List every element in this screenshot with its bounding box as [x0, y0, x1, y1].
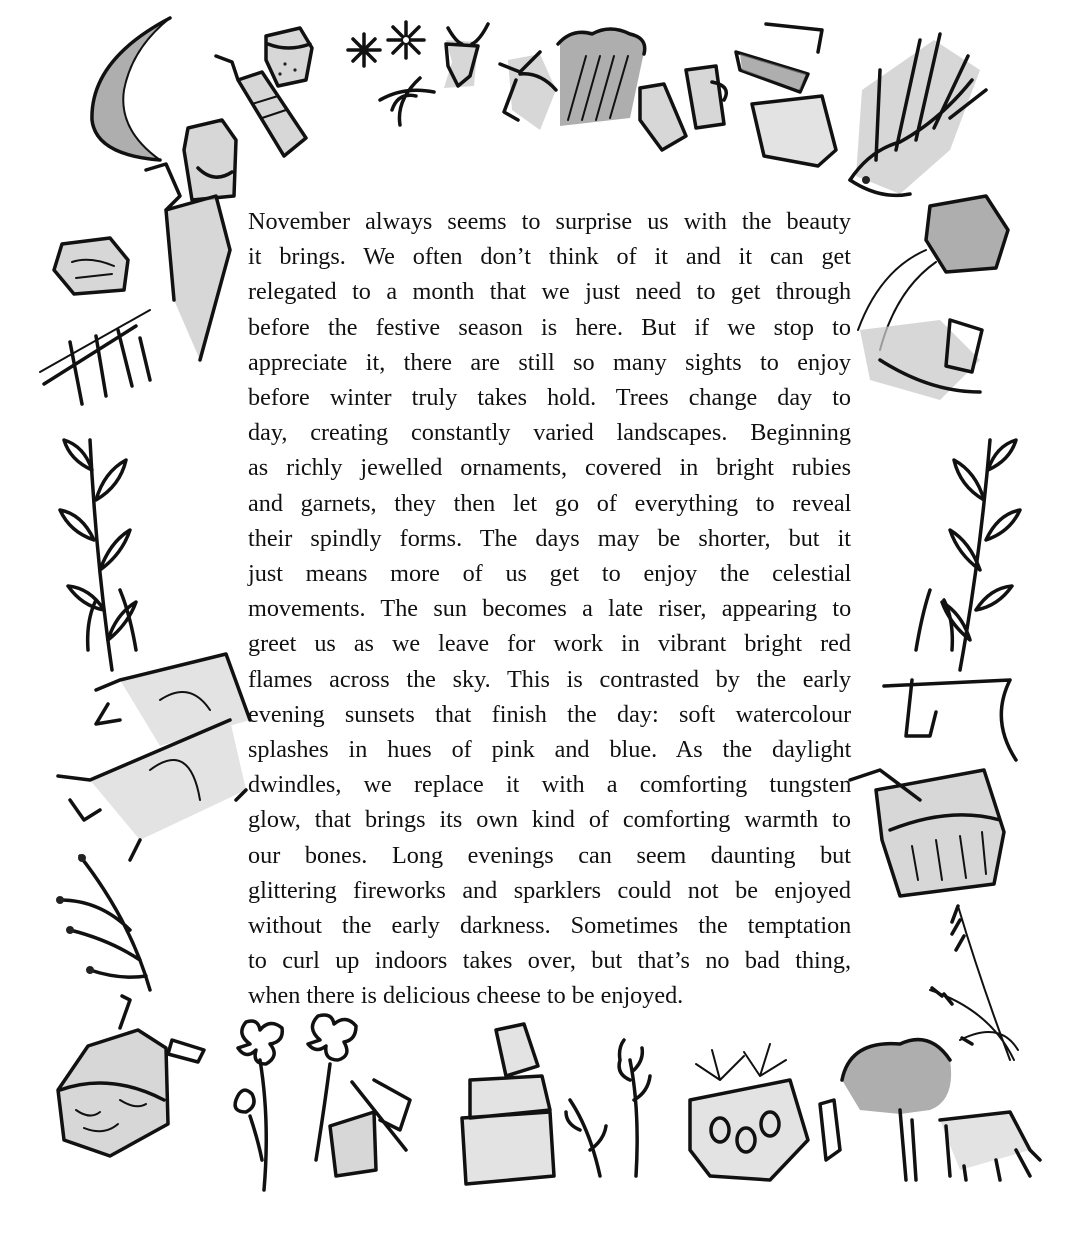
- text-line: just means more of us get to enjoy the celestial: [248, 560, 852, 588]
- text-line: greet us as we leave for work in vibrant bright red: [248, 630, 851, 658]
- text-line: without the early darkness. Sometimes the temptation: [248, 912, 852, 940]
- cows-icon: [58, 654, 250, 860]
- olive-branch-left-icon: [60, 440, 136, 670]
- fireworks-platter-icon: [690, 1044, 840, 1180]
- cheese-log-icon: [58, 996, 204, 1156]
- text-line: it brings. We often don’t think of it and it can get: [248, 243, 851, 271]
- bird-icon: [850, 34, 986, 195]
- herb-sprigs-icon: [566, 1040, 650, 1176]
- olive-branch-right-icon: [916, 440, 1020, 670]
- tree-icon: [842, 1040, 951, 1180]
- jars-icon: [640, 66, 726, 150]
- goat-icon: [500, 52, 556, 130]
- text-line: appreciate it, there are still so many sights to enjoy: [248, 348, 851, 376]
- text-line: day, creating constantly varied landscapes. Beginning: [248, 419, 851, 447]
- wildflower-sprig-icon: [56, 854, 150, 990]
- cheese-pot-icon: [266, 28, 312, 86]
- cheese-basket-icon: [850, 770, 1004, 896]
- text-line: when there is delicious cheese to be enjoyed.: [248, 982, 684, 1010]
- text-line: to curl up indoors takes over, but that’s no bad thing,: [248, 947, 851, 975]
- cornflowers-icon: [348, 22, 434, 125]
- cheese-knives-icon: [40, 310, 150, 404]
- text-line: flames across the sky. This is contrasted by the early: [248, 665, 852, 693]
- text-line: glow, that brings its own kind of comforting warmth to: [248, 806, 851, 834]
- text-line: evening sunsets that finish the day: soft watercolour: [248, 700, 852, 728]
- milk-churn-icon: [184, 120, 236, 200]
- stacked-cheeses-icon: [462, 1024, 554, 1184]
- body-text: [248, 204, 851, 1014]
- text-line: their spindly forms. The days may be shorter, but it: [248, 524, 852, 552]
- wheat-stalks-icon: [930, 906, 1018, 1060]
- text-line: and garnets, they then let go of everything to reveal: [248, 489, 852, 517]
- hand-writing-icon: [884, 680, 1016, 760]
- ox-icon: [940, 1112, 1040, 1180]
- text-line: splashes in hues of pink and blue. As the daylight: [248, 736, 852, 764]
- crescent-moon-icon: [92, 18, 170, 160]
- text-line: relegated to a month that we just need to get through: [248, 278, 852, 306]
- rain-cloud-icon: [558, 28, 645, 126]
- text-line: before the festive season is here. But if we stop to: [248, 313, 851, 341]
- text-line: movements. The sun becomes a late riser, appearing to: [248, 595, 852, 623]
- cheese-wheel-slice-icon: [54, 238, 128, 294]
- cheese-wedge-knife-icon: [330, 1080, 410, 1176]
- text-line: as richly jewelled ornaments, covered in bright rubies: [248, 454, 851, 482]
- goat-head-icon: [444, 24, 488, 88]
- text-line: glittering fireworks and sparklers could not be enjoyed: [248, 876, 851, 904]
- text-line: November always seems to surprise us with the beauty: [248, 208, 851, 235]
- text-line: dwindles, we replace it with a comforting tungsten: [248, 771, 852, 799]
- text-line: our bones. Long evenings can seem daunting but: [248, 841, 851, 869]
- hands-cheese-block-icon: [736, 24, 836, 166]
- text-line: before winter truly takes hold. Trees change day to: [248, 384, 852, 412]
- pouring-jug-icon: [858, 196, 1008, 400]
